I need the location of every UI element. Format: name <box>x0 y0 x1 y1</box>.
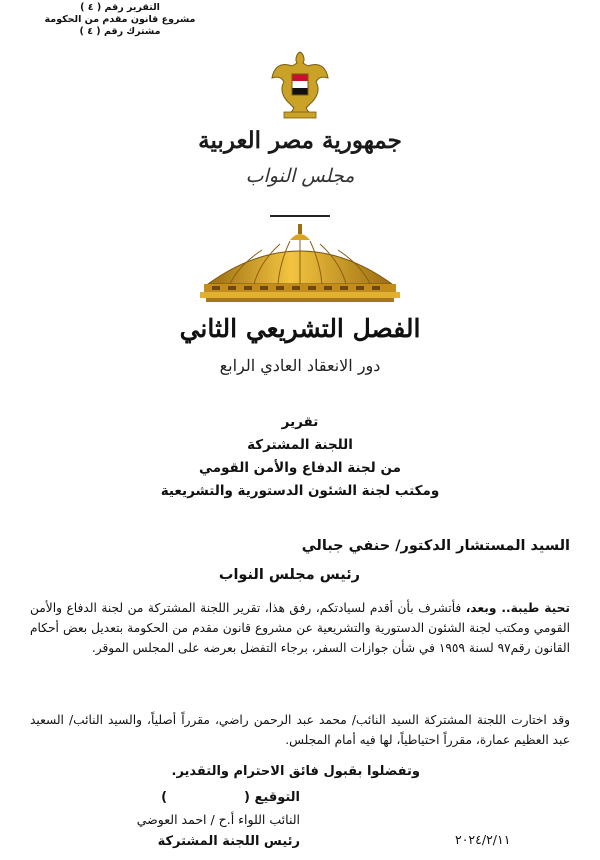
bill-source: مشروع قانون مقدم من الحكومة <box>44 14 196 25</box>
addressee-title: رئيس مجلس النواب <box>218 567 360 583</box>
divider <box>270 215 330 217</box>
paragraph-1-text: فأتشرف بأن أقدم لسيادتكم، رفق هذا، تقرير اللجنة المشتركة من لجنة الدفاع والأمن القومي ومكتب لجنة الشئون الدستورية والتشريعية عن مشروع قانون مقدم من الحكومة بتعديل بعض أحكام القانون رقم٩٧ لسنة ١٩٥٩ في شأن جوازات السفر، برجاء التفضل بعرضه على المجلس الموقر. <box>30 601 570 655</box>
report-number: التقرير رقم ( ٤ ) <box>80 2 160 13</box>
body-paragraph-1 <box>30 598 570 658</box>
body-paragraph-2: وقد اختارت اللجنة المشتركة السيد النائب/ محمد عبد الرحمن راضي، مقرراً أصلياً، والسيد النائب/ السعيد عبد العظيم عمارة، مقرراً احتياطياً، لها فيه أمام المجلس. <box>30 713 570 747</box>
institution-name: مجلس النواب <box>245 165 355 187</box>
greeting: تحية طيبة.. وبعد، <box>465 601 570 615</box>
country-name: جمهورية مصر العربية <box>198 127 402 154</box>
signature-label: التوقيع ( ) <box>161 790 300 805</box>
committee-source-2: ومكتب لجنة الشئون الدستورية والتشريعية <box>160 483 440 499</box>
committee-name: اللجنة المشتركة <box>247 437 353 453</box>
closing-line: وتفضلوا بقبول فائق الاحترام والتقدير. <box>171 764 420 779</box>
session-name: دور الانعقاد العادي الرابع <box>219 356 381 375</box>
parliament-dome-icon <box>200 222 400 312</box>
report-heading: تقرير <box>281 414 319 430</box>
legislative-term: الفصل التشريعي الثاني <box>179 314 421 343</box>
committee-source-1: من لجنة الدفاع والأمن القومي <box>199 460 401 476</box>
eagle-emblem-icon <box>270 48 330 120</box>
addressee-name: السيد المستشار الدكتور/ حنفي جبالي <box>301 538 570 554</box>
joint-number: مشترك رقم ( ٤ ) <box>79 26 161 37</box>
signatory-role: رئيس اللجنة المشتركة <box>157 834 300 849</box>
report-date: ٢٠٢٤/٢/١١ <box>455 832 511 847</box>
signatory-name: النائب اللواء أ.ح / احمد العوضي <box>136 812 300 827</box>
report-reference <box>40 2 200 38</box>
